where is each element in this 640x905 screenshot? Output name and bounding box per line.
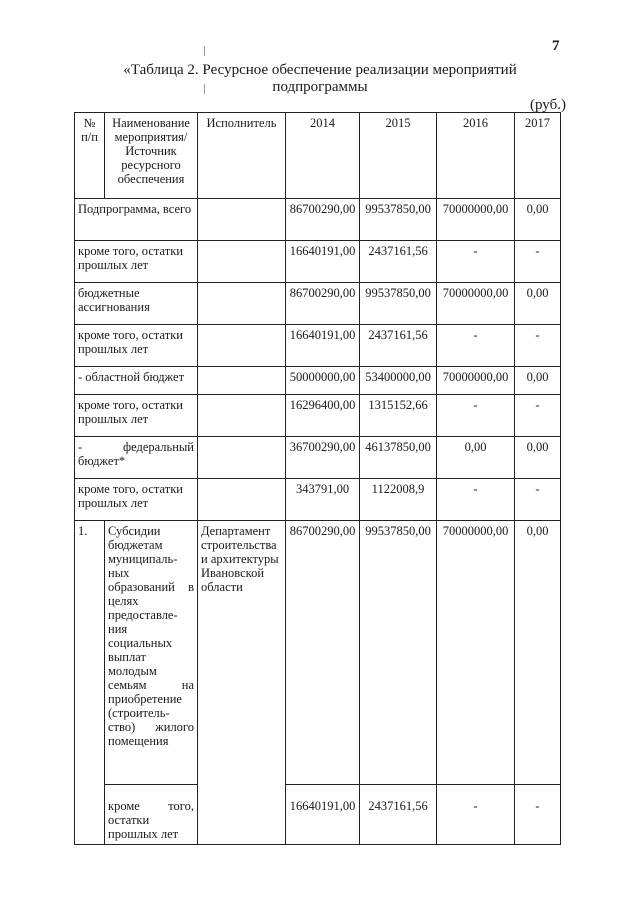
row-value-2014: 16296400,00 bbox=[286, 395, 360, 437]
row-value-2015: 1315152,66 bbox=[360, 395, 437, 437]
row-value-2017: 0,00 bbox=[515, 199, 561, 241]
activity-executor-cont bbox=[198, 785, 286, 845]
row-name: - федеральный бюджет* bbox=[75, 437, 198, 479]
row-value-2016: 70000000,00 bbox=[437, 199, 515, 241]
table-row bbox=[75, 199, 561, 241]
row-value-2015: 2437161,56 bbox=[360, 325, 437, 367]
activity-row bbox=[75, 521, 561, 785]
table-row bbox=[75, 283, 561, 325]
row-name: бюджетные ассигнования bbox=[75, 283, 198, 325]
row-value-2015: 53400000,00 bbox=[360, 367, 437, 395]
col-header-no: № п/п bbox=[75, 113, 105, 199]
row-executor bbox=[198, 367, 286, 395]
row-value-2014: 86700290,00 bbox=[286, 283, 360, 325]
activity-value-2017: 0,00 bbox=[515, 521, 561, 785]
row-value-2014: 16640191,00 bbox=[286, 325, 360, 367]
activity-value-2016: 70000000,00 bbox=[437, 521, 515, 785]
row-executor bbox=[198, 479, 286, 521]
scan-speck bbox=[204, 84, 205, 94]
col-header-2017: 2017 bbox=[515, 113, 561, 199]
table-row bbox=[75, 395, 561, 437]
col-header-2016: 2016 bbox=[437, 113, 515, 199]
col-header-executor: Исполнитель bbox=[198, 113, 286, 199]
row-value-2016: 70000000,00 bbox=[437, 367, 515, 395]
row-value-2014: 343791,00 bbox=[286, 479, 360, 521]
row-value-2016: - bbox=[437, 395, 515, 437]
activity-sub-row bbox=[75, 785, 561, 845]
activity-executor: Департамент строительства и архитектуры Ивановской области bbox=[198, 521, 286, 785]
table-header-row bbox=[75, 113, 561, 199]
row-value-2017: - bbox=[515, 395, 561, 437]
row-value-2015: 2437161,56 bbox=[360, 241, 437, 283]
col-header-2015: 2015 bbox=[360, 113, 437, 199]
table-row bbox=[75, 437, 561, 479]
row-name: кроме того, остатки прошлых лет bbox=[75, 479, 198, 521]
table-row bbox=[75, 325, 561, 367]
activity-value-2014: 86700290,00 bbox=[286, 521, 360, 785]
activity-name: Субсидии бюджетам муниципаль-ных образований в целях предоставле-ния социальных выплат молодым семьям на приобретение (строитель-ство) жилого помещения bbox=[105, 521, 198, 785]
table-row bbox=[75, 479, 561, 521]
scan-speck bbox=[204, 46, 205, 56]
row-executor bbox=[198, 395, 286, 437]
row-value-2017: - bbox=[515, 479, 561, 521]
row-value-2014: 50000000,00 bbox=[286, 367, 360, 395]
row-name: кроме того, остатки прошлых лет bbox=[75, 325, 198, 367]
row-value-2014: 86700290,00 bbox=[286, 199, 360, 241]
currency-unit: (руб.) bbox=[530, 97, 566, 113]
activity-sub-value-2016: - bbox=[437, 785, 515, 845]
table-title bbox=[100, 62, 540, 96]
activity-value-2015: 99537850,00 bbox=[360, 521, 437, 785]
row-value-2015: 1122008,9 bbox=[360, 479, 437, 521]
row-value-2015: 99537850,00 bbox=[360, 199, 437, 241]
row-value-2015: 46137850,00 bbox=[360, 437, 437, 479]
row-value-2016: 70000000,00 bbox=[437, 283, 515, 325]
activity-sub-value-2015: 2437161,56 bbox=[360, 785, 437, 845]
row-value-2017: 0,00 bbox=[515, 437, 561, 479]
row-value-2016: 0,00 bbox=[437, 437, 515, 479]
row-value-2016: - bbox=[437, 241, 515, 283]
row-name: Подпрограмма, всего bbox=[75, 199, 198, 241]
col-header-name: Наименование мероприятия/ Источник ресурсного обеспечения bbox=[105, 113, 198, 199]
row-executor bbox=[198, 437, 286, 479]
title-line-2: подпрограммы bbox=[272, 79, 368, 95]
row-value-2014: 16640191,00 bbox=[286, 241, 360, 283]
row-executor bbox=[198, 325, 286, 367]
row-name: кроме того, остатки прошлых лет bbox=[75, 395, 198, 437]
row-executor bbox=[198, 283, 286, 325]
row-value-2017: - bbox=[515, 325, 561, 367]
activity-number: 1. bbox=[75, 521, 105, 785]
row-executor bbox=[198, 241, 286, 283]
activity-sub-value-2017: - bbox=[515, 785, 561, 845]
page-number: 7 bbox=[552, 38, 560, 54]
activity-sub-value-2014: 16640191,00 bbox=[286, 785, 360, 845]
row-value-2015: 99537850,00 bbox=[360, 283, 437, 325]
title-line-1: «Таблица 2. Ресурсное обеспечение реализации мероприятий bbox=[123, 62, 517, 78]
col-header-2014: 2014 bbox=[286, 113, 360, 199]
row-name: кроме того, остатки прошлых лет bbox=[75, 241, 198, 283]
table-row bbox=[75, 367, 561, 395]
row-value-2017: 0,00 bbox=[515, 283, 561, 325]
row-value-2014: 36700290,00 bbox=[286, 437, 360, 479]
table-row bbox=[75, 241, 561, 283]
row-value-2016: - bbox=[437, 479, 515, 521]
activity-sub-name: кроме того, остатки прошлых лет bbox=[105, 785, 198, 845]
row-value-2017: 0,00 bbox=[515, 367, 561, 395]
activity-number-cont bbox=[75, 785, 105, 845]
row-value-2017: - bbox=[515, 241, 561, 283]
row-name: - областной бюджет bbox=[75, 367, 198, 395]
row-value-2016: - bbox=[437, 325, 515, 367]
resources-table bbox=[74, 112, 561, 845]
row-executor bbox=[198, 199, 286, 241]
